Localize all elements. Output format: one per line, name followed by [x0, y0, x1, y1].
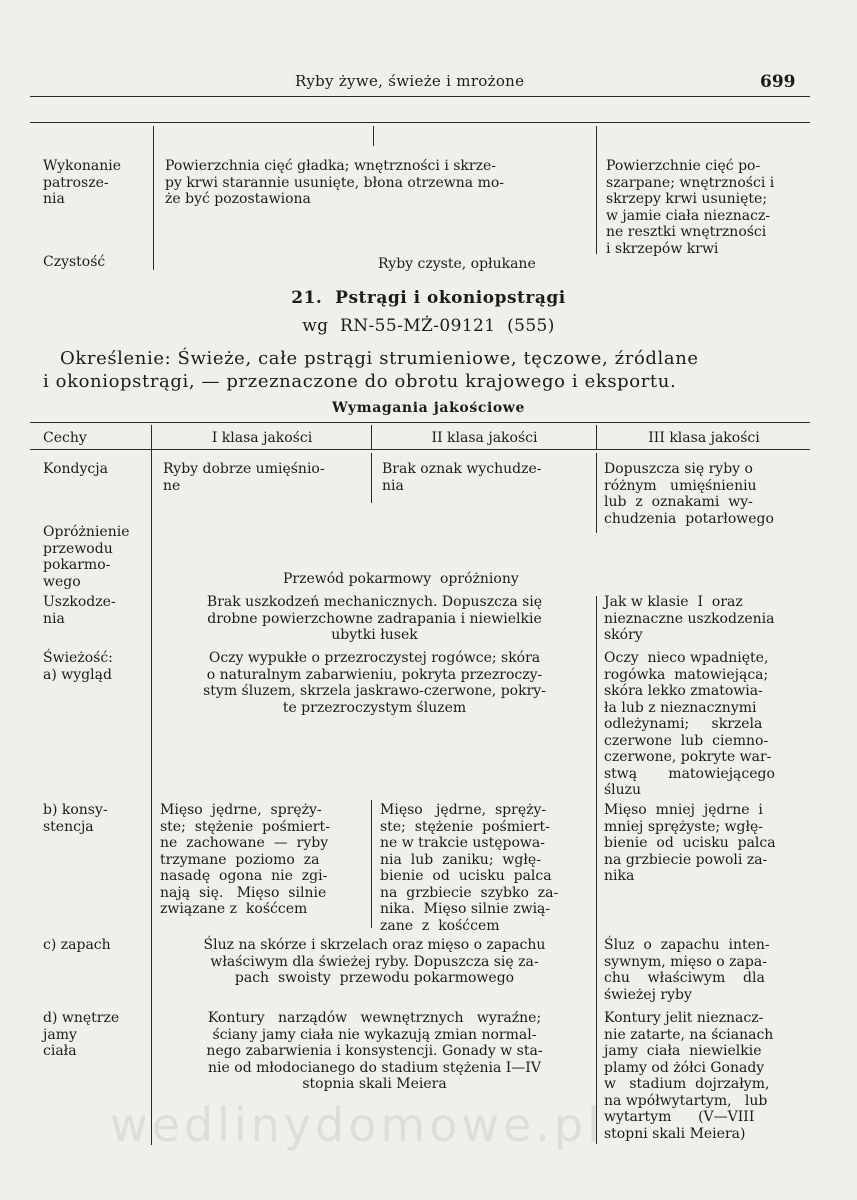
definition-line-2: i okoniopstrągi, — przeznaczone do obrotu krajowego i eksportu.: [43, 371, 677, 392]
watermark: wedlinydomowe.pl: [110, 1098, 604, 1152]
cell-wyglad-3: Oczy nieco wpadnięte, rogówka matowiejąca; skóra lekko zmatowia- ła lub z nieznacznymi odleżynami; skrzela czerwone lub ciemno- czerwone, pokryte war- stwą matowiejącego śluzu: [604, 650, 775, 798]
cell-konsystencja-3: Mięso mniej jędrne i mniej sprężyste; wgłę- bienie od ucisku palca na grzbiecie powoli za- nika: [604, 802, 776, 884]
table-col-divider-3-body: [596, 596, 597, 1144]
page-number: 699: [760, 72, 796, 92]
cell-zapach-3: Śluz o zapachu inten- sywnym, mięso o zapa- chu właściwym dla świeżej ryby: [604, 937, 770, 1003]
top-table-col-divider-2: [373, 126, 374, 146]
table-header-rule: [30, 449, 810, 450]
row-label-czystosc: Czystość: [43, 254, 106, 270]
col-header-cechy: Cechy: [43, 430, 87, 446]
table-col-divider-3-header: [596, 425, 597, 449]
table-col-divider-3-kondycja: [596, 453, 597, 533]
cell-wykonanie-i-ii: Powierzchnia cięć gładka; wnętrzności i skrze- py krwi starannie usunięte, błona otrzewna mo- że być pozostawiona: [165, 158, 505, 207]
cell-kondycja-2: Brak oznak wychudze- nia: [382, 461, 542, 494]
cell-wnetrze-1-2: Kontury narządów wewnętrznych wyraźne; ściany jamy ciała nie wykazują zmian normal- nego zabarwienia i konsystencji. Gonady w sta- nie od młodocianego do stadium stężenia I—IV stopnia skali Meiera: [206, 1010, 543, 1092]
col-header-class-1: I klasa jakości: [211, 430, 313, 446]
row-label-oproznienie: Opróżnienie przewodu pokarmo- wego: [43, 524, 130, 590]
cell-czystosc-merged: Ryby czyste, opłukane: [378, 256, 536, 272]
top-table-rule: [30, 122, 810, 123]
cell-kondycja-3: Dopuszcza się ryby o różnym umięśnieniu lub z oznakami wy- chudzenia potarłowego: [604, 461, 774, 527]
row-label-kondycja: Kondycja: [43, 461, 108, 477]
cell-oproznienie-merged: Przewód pokarmowy opróżniony: [283, 571, 519, 587]
table-col-divider-2-kondycja: [371, 453, 372, 503]
running-header-title: Ryby żywe, świeże i mrożone: [295, 72, 525, 90]
section-standard: wg RN-55-MŻ-09121 (555): [302, 316, 555, 336]
definition-line-1: Określenie: Świeże, całe pstrągi strumieniowe, tęczowe, źródlane: [60, 348, 699, 369]
table-col-divider-1: [151, 425, 152, 1145]
row-label-zapach: c) zapach: [43, 937, 111, 953]
row-label-konsystencja: b) konsy- stencja: [43, 802, 108, 835]
cell-uszkodzenia-1-2: Brak uszkodzeń mechanicznych. Dopuszcza się drobne powierzchowne zadrapania i niewielkie ubytki łusek: [206, 594, 543, 643]
table-col-divider-2-header: [371, 425, 372, 449]
cell-konsystencja-2: Mięso jędrne, spręży- ste; stężenie pośmiert- ne w trakcie ustępowa- nia lub zaniku; wgłę- bienie od ucisku palca na grzbiecie szybko za- nika. Mięso silnie zwią- zane z kośćcem: [380, 802, 559, 934]
cell-kondycja-1: Ryby dobrze umięśnio- ne: [163, 461, 325, 494]
top-table-col-divider-3: [596, 126, 597, 254]
row-label-wnetrze: d) wnętrze jamy ciała: [43, 1010, 120, 1059]
section-heading: 21. Pstrągi i okoniopstrągi: [291, 288, 566, 308]
header-rule: [30, 96, 810, 97]
cell-konsystencja-1: Mięso jędrne, spręży- ste; stężenie pośmiert- ne zachowane — ryby trzymane poziomo za nasadę ogona nie zgi- nają się. Mięso silnie związane z kośćcem: [160, 802, 330, 917]
cell-uszkodzenia-3: Jak w klasie I oraz nieznaczne uszkodzenia skóry: [604, 594, 775, 643]
row-label-wykonanie: Wykonanie patrosze- nia: [43, 158, 122, 207]
cell-zapach-1-2: Śluz na skórze i skrzelach oraz mięso o zapachu właściwym dla świeżej ryby. Dopuszcza się za- pach swoisty przewodu pokarmowego: [203, 937, 546, 986]
table-top-rule: [30, 422, 810, 423]
col-header-class-3: III klasa jakości: [648, 430, 760, 446]
col-header-class-2: II klasa jakości: [431, 430, 538, 446]
row-label-wyglad: Świeżość: a) wygląd: [43, 650, 113, 683]
top-table-col-divider-1: [153, 126, 154, 270]
requirements-title: Wymagania jakościowe: [332, 400, 525, 416]
cell-wnetrze-3: Kontury jelit nieznacz- nie zatarte, na ścianach jamy ciała niewielkie plamy od żółci Gonady w stadium dojrzałym, na wpółwytartym, lub wytartym (V—VIII stopni skali Meiera): [604, 1010, 774, 1142]
table-col-divider-2-konsystencja: [371, 800, 372, 928]
cell-wykonanie-iii: Powierzchnie cięć po- szarpane; wnętrzności i skrzepy krwi usunięte; w jamie ciała nieznacz- ne resztki wnętrzności i skrzepów krwi: [606, 158, 775, 257]
row-label-uszkodzenia: Uszkodze- nia: [43, 594, 116, 627]
cell-wyglad-1-2: Oczy wypukłe o przezroczystej rogówce; skóra o naturalnym zabarwieniu, pokryta przezroczy- stym śluzem, skrzela jaskrawo-czerwone, pokry- te przezroczystym śluzem: [203, 650, 546, 716]
